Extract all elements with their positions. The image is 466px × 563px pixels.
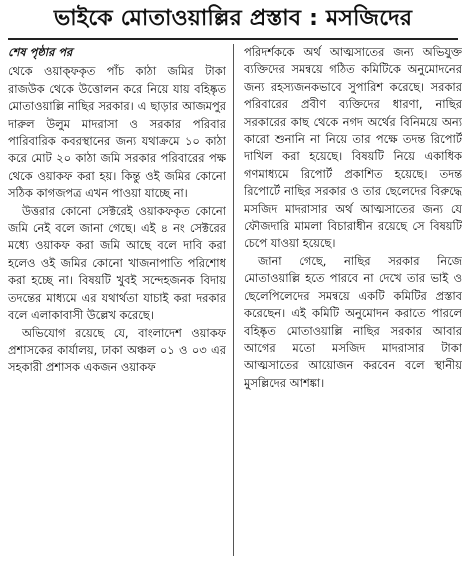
headline: ভাইকে মোতাওয়াল্লির প্রস্তাব : মসজিদের — [53, 6, 413, 31]
article-paragraph: উত্তরার কোনো সেক্টরেই ওয়াকফকৃত কোনো জমি নেই বলে জানা গেছে। এই ৪ নং সেক্টরের মধ্যে ওয়াকফ করা জমি আছে বলে দাবি করা হলেও ওই জমির কোনো খাজনাপাতি পরিশোধ করা হচ্ছে না। বিষয়টি খুবই সন্দেহজনক বিদায় তদন্তের মাধ্যমে এর যথার্থতা যাচাই করা দরকার বলে এলাকাবাসী উল্লেখ করেছে। — [8, 203, 226, 323]
headline-rule — [8, 38, 458, 40]
article-paragraph: অভিযোগ রয়েছে যে, বাংলাদেশ ওয়াকফ প্রশাসকের কার্যালয়, ঢাকা অঞ্চল ০১ ও ০৩ এর সহকারী প্রশাসক একজন ওয়াকফ — [8, 325, 226, 375]
article-column-right — [244, 44, 462, 556]
continued-from-label: শেষ পৃষ্ঠার পর — [8, 45, 73, 59]
article-paragraph: জানা গেছে, নাছির সরকার নিজে মোতাওয়াল্লি হতে পারবে না দেখে তার ভাই ও ছেলেপিলেদের সমন্বয়ে একটি কমিটির প্রস্তাব করেছেন। এই কমিটি অনুমোদন করাতে পারলে বহিষ্কৃত মোতাওয়াল্লি নাছির সরকার আবার আগের মতো মসজিদ মাদরাসার টাকা আত্মসাতের আয়োজন করবেন বলে স্থানীয় মুসল্লিদের আশঙ্কা। — [244, 253, 462, 390]
column-divider — [233, 44, 234, 556]
article-column-left — [8, 44, 226, 556]
article-paragraph: পরিদর্শককে অর্থ আত্মসাতের জন্য অভিযুক্ত ব্যক্তিদের সমন্বয়ে গঠিত কমিটিকে অনুমোদনের জন্য রহস্যজনকভাবে সুপারিশ করেছে। সরকার পরিবারের প্রবীণ ব্যক্তিদের ধারণা, নাছির সরকারের কাছ থেকে নগদ অর্থের বিনিময়ে অন্য কারো শুনানি না নিয়ে তার পক্ষে তদন্ত রিপোর্ট দাখিল করা হয়েছে। বিষয়টি নিয়ে একাধিক গণমাধ্যমে রিপোর্ট প্রকাশিত হয়েছে। তদন্ত রিপোর্টে নাছির সরকার ও তার ছেলেদের বিরুদ্ধে মসজিদ মাদরাসার অর্থ আত্মসাতের জন্য যে ফৌজদারি মামলা বিচারাধীন রয়েছে সে বিষয়টি চেপে যাওয়া হয়েছে। — [244, 45, 462, 251]
article-paragraph: থেকে ওয়াক্‌ফকৃত পাঁচ কাঠা জমির টাকা রাজউক থেকে উত্তোলন করে নিয়ে যায় বহিষ্কৃত মোতাওয়াল্লি নাছির সরকার। এ ছাড়ার আজমপুর দারুল উলুম মাদরাসা ও সরকার পরিবার পারিবারিক কবরস্থানের জন্য যথাক্রমে ১০ কাঠা করে মোট ২০ কাঠা জমি সরকার পরিবারের পক্ষ থেকে ওয়াকফ করা হয়। কিন্তু ওই জমির কোনো সঠিক কাগজপত্র এখন পাওয়া যাচ্ছে না। — [8, 64, 226, 201]
